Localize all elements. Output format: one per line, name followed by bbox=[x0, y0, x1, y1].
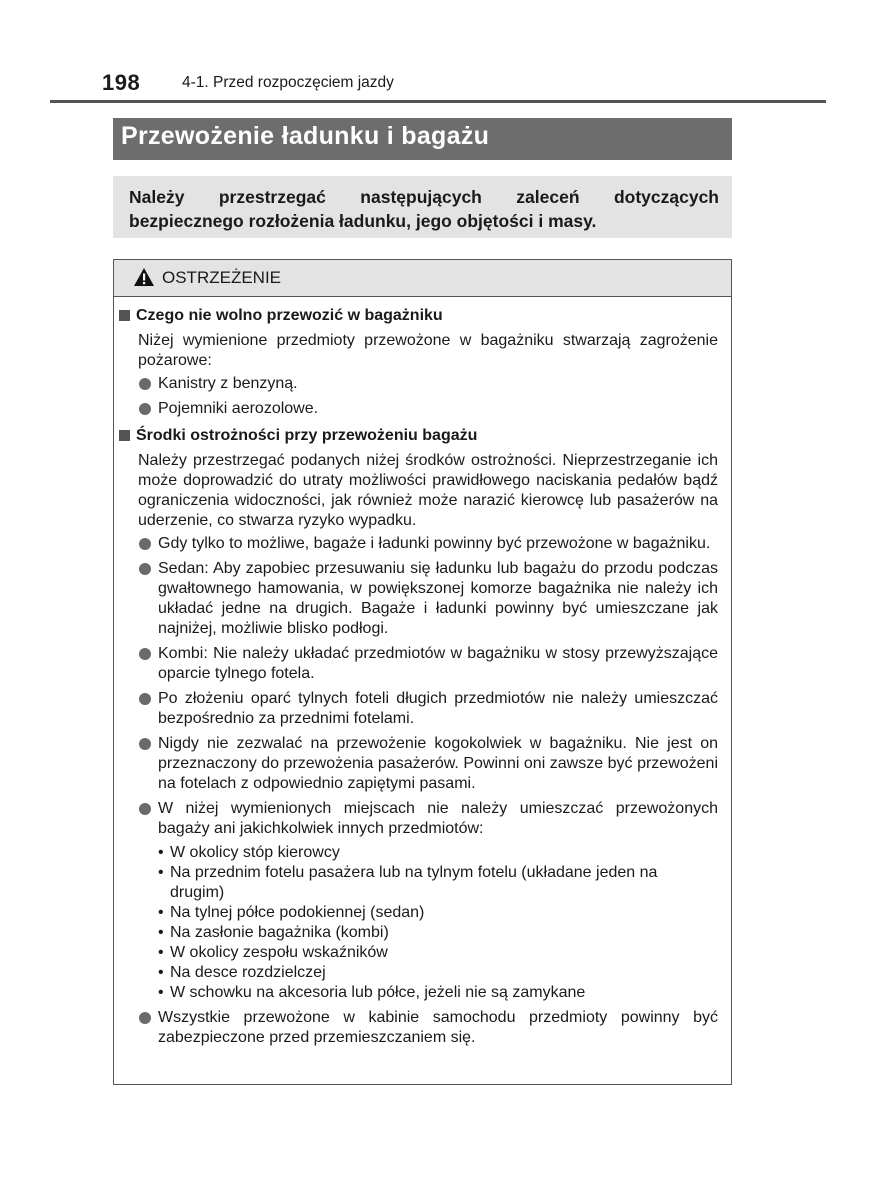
list-item: Nigdy nie zezwalać na przewożenie kogokolwiek w bagażniku. Nie jest on przeznaczony do przewożenia pasażerów. Powinni oni zawsze być przewożeni na fotelach z odpowiednio zapiętymi pasami. bbox=[114, 734, 718, 794]
list-item: Po złożeniu oparć tylnych foteli długich przedmiotów nie należy umieszczać bezpośrednio za przednimi fotelami. bbox=[114, 689, 718, 729]
intro-box bbox=[113, 176, 732, 238]
round-bullet-icon bbox=[139, 648, 151, 660]
intro-text: Należy przestrzegać następujących zaleceń dotyczących bezpiecznego rozłożenia ładunku, jego objętości i masy. bbox=[129, 187, 719, 231]
list-item: Sedan: Aby zapobiec przesuwaniu się ładunku lub bagażu do przodu podczas gwałtownego hamowania, w powiększonej komorze bagażnika nie należy ich układać jedne na drugich. Bagaże i ładunki powinny być umieszczane jak najniżej, możliwie blisko podłogi. bbox=[114, 559, 718, 639]
round-bullet-icon bbox=[139, 803, 151, 815]
list-item: Kombi: Nie należy układać przedmiotów w bagażniku w stosy przewyższające oparcie tylnego fotela. bbox=[114, 644, 718, 684]
section-heading: Czego nie wolno przewozić w bagażniku bbox=[114, 306, 731, 326]
sub-list-item: • Na zasłonie bagażnika (kombi) bbox=[158, 924, 389, 941]
round-bullet-icon bbox=[139, 563, 151, 575]
square-bullet-icon bbox=[119, 310, 130, 321]
round-bullet-icon bbox=[139, 403, 151, 415]
list-item: Kanistry z benzyną. bbox=[114, 374, 718, 394]
sub-list-item: • Na przednim fotelu pasażera lub na tylnym fotelu (układane jeden na drugim) bbox=[158, 864, 658, 901]
sub-list-item: • Na tylnej półce podokiennej (sedan) bbox=[158, 904, 425, 921]
sub-list-item: • W okolicy stóp kierowcy bbox=[158, 844, 340, 861]
round-bullet-icon bbox=[139, 1012, 151, 1024]
list-item: Gdy tylko to możliwe, bagaże i ładunki powinny być przewożone w bagażniku. bbox=[114, 534, 718, 554]
sub-list-item: • Na desce rozdzielczej bbox=[158, 964, 326, 981]
section-paragraph: Należy przestrzegać podanych niżej środków ostrożności. Nieprzestrzeganie ich może doprowadzić do utraty możliwości prawidłowego naciskania pedałów bądź ograniczenia widoczności, jak również może narazić kierowcę lub pasażerów na uderzenie, co stwarza ryzyko wypadku. bbox=[138, 452, 718, 529]
sub-list-item: • W schowku na akcesoria lub półce, jeżeli nie są zamykane bbox=[158, 984, 586, 1001]
section-paragraph: Niżej wymienione przedmioty przewożone w bagażniku stwarzają zagrożenie pożarowe: bbox=[138, 332, 718, 369]
square-bullet-icon bbox=[119, 430, 130, 441]
warning-box bbox=[113, 259, 732, 1085]
page-number: 198 bbox=[102, 70, 141, 95]
section-title: Przewożenie ładunku i bagażu bbox=[121, 122, 490, 150]
sub-list bbox=[158, 843, 718, 1003]
warning-header bbox=[114, 260, 731, 297]
sub-list-item: • W okolicy zespołu wskaźników bbox=[158, 944, 388, 961]
bullet-list bbox=[114, 374, 731, 419]
round-bullet-icon bbox=[139, 378, 151, 390]
warning-triangle-icon bbox=[133, 267, 155, 287]
round-bullet-icon bbox=[139, 738, 151, 750]
header-divider bbox=[50, 100, 826, 103]
bullet-list bbox=[114, 534, 731, 1048]
list-item: Wszystkie przewożone w kabinie samochodu przedmioty powinny być zabezpieczone przed przemieszczaniem się. bbox=[114, 1008, 718, 1048]
chapter-title: 4-1. Przed rozpoczęciem jazdy bbox=[182, 74, 394, 91]
round-bullet-icon bbox=[139, 693, 151, 705]
list-item: Pojemniki aerozolowe. bbox=[114, 399, 718, 419]
section-title-bar bbox=[113, 118, 732, 160]
page-header bbox=[50, 70, 826, 100]
warning-label: OSTRZEŻENIE bbox=[162, 268, 282, 287]
section-heading: Środki ostrożności przy przewożeniu bagażu bbox=[114, 426, 731, 446]
list-item: W niżej wymienionych miejscach nie należy umieszczać przewożonych bagaży ani jakichkolwiek innych przedmiotów: • W okolicy stóp kierowcy • Na przednim fotelu pasażera lub na tylnym fotelu (układane jeden na drugim) • Na tylnej półce podokiennej (sedan) • Na zasłonie bagażnika (kombi) • W okolicy zespołu wskaźników • Na desce rozdzielczej • W schowku na akcesoria lub półce, jeżeli nie są zamykane bbox=[114, 799, 718, 1003]
round-bullet-icon bbox=[139, 538, 151, 550]
warning-body bbox=[114, 306, 731, 1053]
